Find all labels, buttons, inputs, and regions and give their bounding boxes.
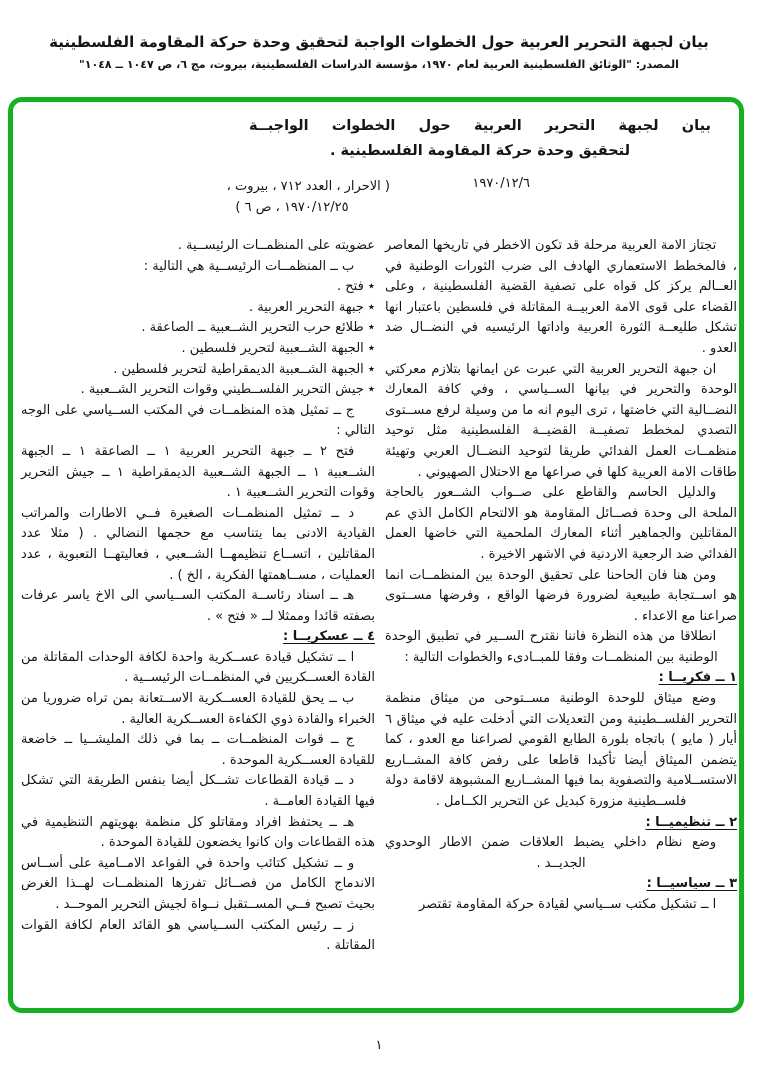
paragraph: ج ــ قوات المنظمــات ــ بما في ذلك المليشــيا ــ خاضعة للقيادة العســكرية الموحدة .	[21, 732, 375, 768]
section-heading: ٣ ــ سياسيــا :	[646, 876, 737, 892]
paragraph: ز ــ رئيس المكتب الســياسي هو القائد العام لكافة القوات المقاتلة .	[21, 917, 375, 954]
document-source: المصدر: "الوثائق الفلسطينية العربية لعام ١٩٧٠، مؤسسة الدراسات الفلسطينية، بيروت، مج ٦، ص ١٠٤٧ ــ ١٠٤٨"	[79, 58, 679, 71]
document-header-title: بيان لجبهة التحرير العربية حول الخطوات الواجبة لتحقيق وحدة حركة المقاومة الفلسطينية	[49, 33, 709, 51]
paragraph: وضع ميثاق للوحدة الوطنية مســتوحى من ميثاق منظمة التحرير الفلســطينية ومن التعديلات التي أدخلت عليه في ميثاق ٦ أيار ( مايو ) باتجاه بلورة الطابع القومي لصراعنا مع العدو ، كما يتضمن الميثاق أيضا تأكيدا قاطعا على رفض كافة المشــاريع الاستســلامية والتصفوية بما فيها المشــاريع المشبوهة لاقامة دولة فلســطينية مزورة كبديل عن التحرير الكــامل .	[385, 691, 737, 810]
list-item: ٭ الجبهة الشــعبية لتحرير فلسطين .	[181, 340, 375, 356]
paragraph: هـ ــ يحتفظ افراد ومقاتلو كل منظمة بهويتهم التنظيمية في هذه القطاعات وان كانوا يخضعون للقيادة الموحدة .	[21, 814, 375, 851]
list-item: ٭ طلائع حرب التحرير الشــعبية ــ الصاعقة .	[141, 320, 375, 336]
paragraph-continuation: عضويته على المنظمــات الرئيســية .	[177, 238, 375, 253]
paragraph: وضع نظام داخلي يضبط العلاقات ضمن الاطار الوحدوي الجديــد .	[385, 835, 717, 871]
section-heading: ٢ ــ تنظيميــا :	[645, 814, 737, 830]
page-number: ١	[375, 1038, 383, 1053]
list-item: ٭ فتح .	[336, 279, 375, 295]
paragraph: ا ــ تشكيل قيادة عســكرية واحدة لكافة الوحدات المقاتلة من القادة العســكريين في المنظمــات الرئيســية .	[21, 649, 375, 686]
document-frame	[8, 97, 744, 1013]
section-heading: ٤ ــ عسكريــا :	[282, 629, 375, 645]
paragraph: هـ ــ اسناد رئاســة المكتب الســياسي الى الاخ ياسر عرفات بصفته قائدا وممثلا لــ « فتح » .	[21, 588, 375, 624]
citation-line1: ( الاحرار ، العدد ٧١٢ ، بيروت ،	[226, 179, 390, 194]
section-heading: ١ ــ فكريــا :	[658, 670, 737, 686]
list-item: ٭ جيش التحرير الفلســطيني وقوات التحرير الشــعبية .	[80, 382, 375, 398]
paragraph: ج ــ تمثيل هذه المنظمــات في المكتب الســياسي على الوجه التالي :	[21, 402, 375, 439]
paragraph: فتح ٢ ــ جبهة التحرير العربية ١ ــ الصاعقة ١ ــ الجبهة الشــعبية ١ ــ الجبهة الشــعبية الديمقراطية ١ ــ جيش التحرير وقوات التحرير الشــعبية ١ .	[21, 443, 375, 501]
paragraph: و ــ تشكيل كتائب واحدة في القواعد الامــامية على أســاس الاندماج الكامل من فصــائل تفرزها المنظمــات لهــذا الغرض بحيث تصبح فــي المســتقبل نــواة لجيش التحرير الموحــد .	[21, 855, 375, 912]
text-column-left	[21, 236, 375, 957]
page-header	[0, 33, 758, 71]
paragraph: ان جبهة التحرير العربية التي عبرت عن ايمانها بتلازم معركتي الوحدة والتحرير في بيانها الســياسي ، وفي كافة المعارك النضــالية التي خاضتها ، ترى اليوم انه ما من وسيلة لرفع مســتوى التصدي لمخطط تصفيــة القضيــة الفلسطينية مثل توحيد منظمــات العمل الفدائي طريقا لتوحيد النضــال العربي وتهيئة طاقات الامة العربية كلها في صراعها مع الاحتلال الصهيوني .	[385, 361, 737, 480]
paragraph: ب ــ المنظمــات الرئيســية هي التالية :	[143, 258, 355, 274]
paragraph: ب ــ يحق للقيادة العســكرية الاســتعانة بمن تراه ضروريا من الخبراء والقادة ذوي الكفاءة العســكرية العالية .	[21, 691, 375, 727]
document-title	[249, 115, 711, 163]
document-title-line2: لتحقيق وحدة حركة المقاومة الفلسطينية .	[329, 143, 631, 159]
paragraph: د ــ قيادة القطاعات تشــكل أيضا بنفس الطريقة التي تشكل فيها القيادة العامــة .	[21, 773, 375, 810]
paragraph: والدليل الحاسم والقاطع على صــواب الشــعور بالحاجة الملحة الى وحدة فصــائل المقاومة هو الالتحام الكامل الذي عم المقاتلين والجماهير أثناء المعارك الملحمية التي خاضها العمل الفدائي ضد الرجعية الاردنية في الاشهر الاخيرة .	[385, 485, 737, 562]
paragraph: ا ــ تشكيل مكتب ســياسي لقيادة حركة المقاومة تقتصر	[419, 897, 717, 912]
list-item: ٭ جبهة التحرير العربية .	[248, 299, 375, 315]
citation-line2: ١٩٧٠/١٢/٢٥ ، ص ٦ )	[235, 200, 349, 215]
paragraph: ومن هنا فان الحاحنا على تحقيق الوحدة بين المنظمــات انما هو اســتجابة طبيعية لضرورة فرضها الواقع ، وفرضها مســتوى صراعنا مع الاعداء .	[385, 567, 737, 624]
paragraph: د ــ تمثيل المنظمــات الصغيرة فــي الاطارات والمراتب القيادية الادنى بما يتناسب مع حجمها النضالي . ( مثلا عدد المقاتلين ، اتســاع تنظيمهــا الشــعبي ، فعاليتهــا التعبوية ، عدد العمليات ، مســاهمتها الفكرية ، الخ ) .	[21, 505, 375, 583]
paragraph: انطلاقا من هذه النظرة فاننا نقترح الســير في تطبيق الوحدة الوطنية بين المنظمــات وفقا للمبــادىء والخطوات التالية :	[385, 629, 718, 665]
document-title-line1: بيان لجبهة التحرير العربية حول الخطوات الواجبــة	[249, 118, 711, 134]
text-column-right	[385, 236, 737, 916]
list-item: ٭ الجبهة الشــعبية الديمقراطية لتحرير فلسطين .	[113, 361, 375, 377]
document-citation	[194, 176, 390, 218]
paragraph: تجتاز الامة العربية مرحلة قد تكون الاخطر في تاريخها المعاصر ، فالمخطط الاستعماري الهادف الى ضرب الثورات الوطنية في العــالم يركز كل قواه على تصفية القضية الفلسطينية ، وعلى القضاء على قوى الامة العربيــة المقاتلة في فلسطين باعتبار انها تشكل طليعــة الثورة العربية واداتها الرئيسيه في النضــال ضد العدو .	[385, 238, 737, 356]
document-date: ١٩٧٠/١٢/٦	[472, 176, 530, 191]
